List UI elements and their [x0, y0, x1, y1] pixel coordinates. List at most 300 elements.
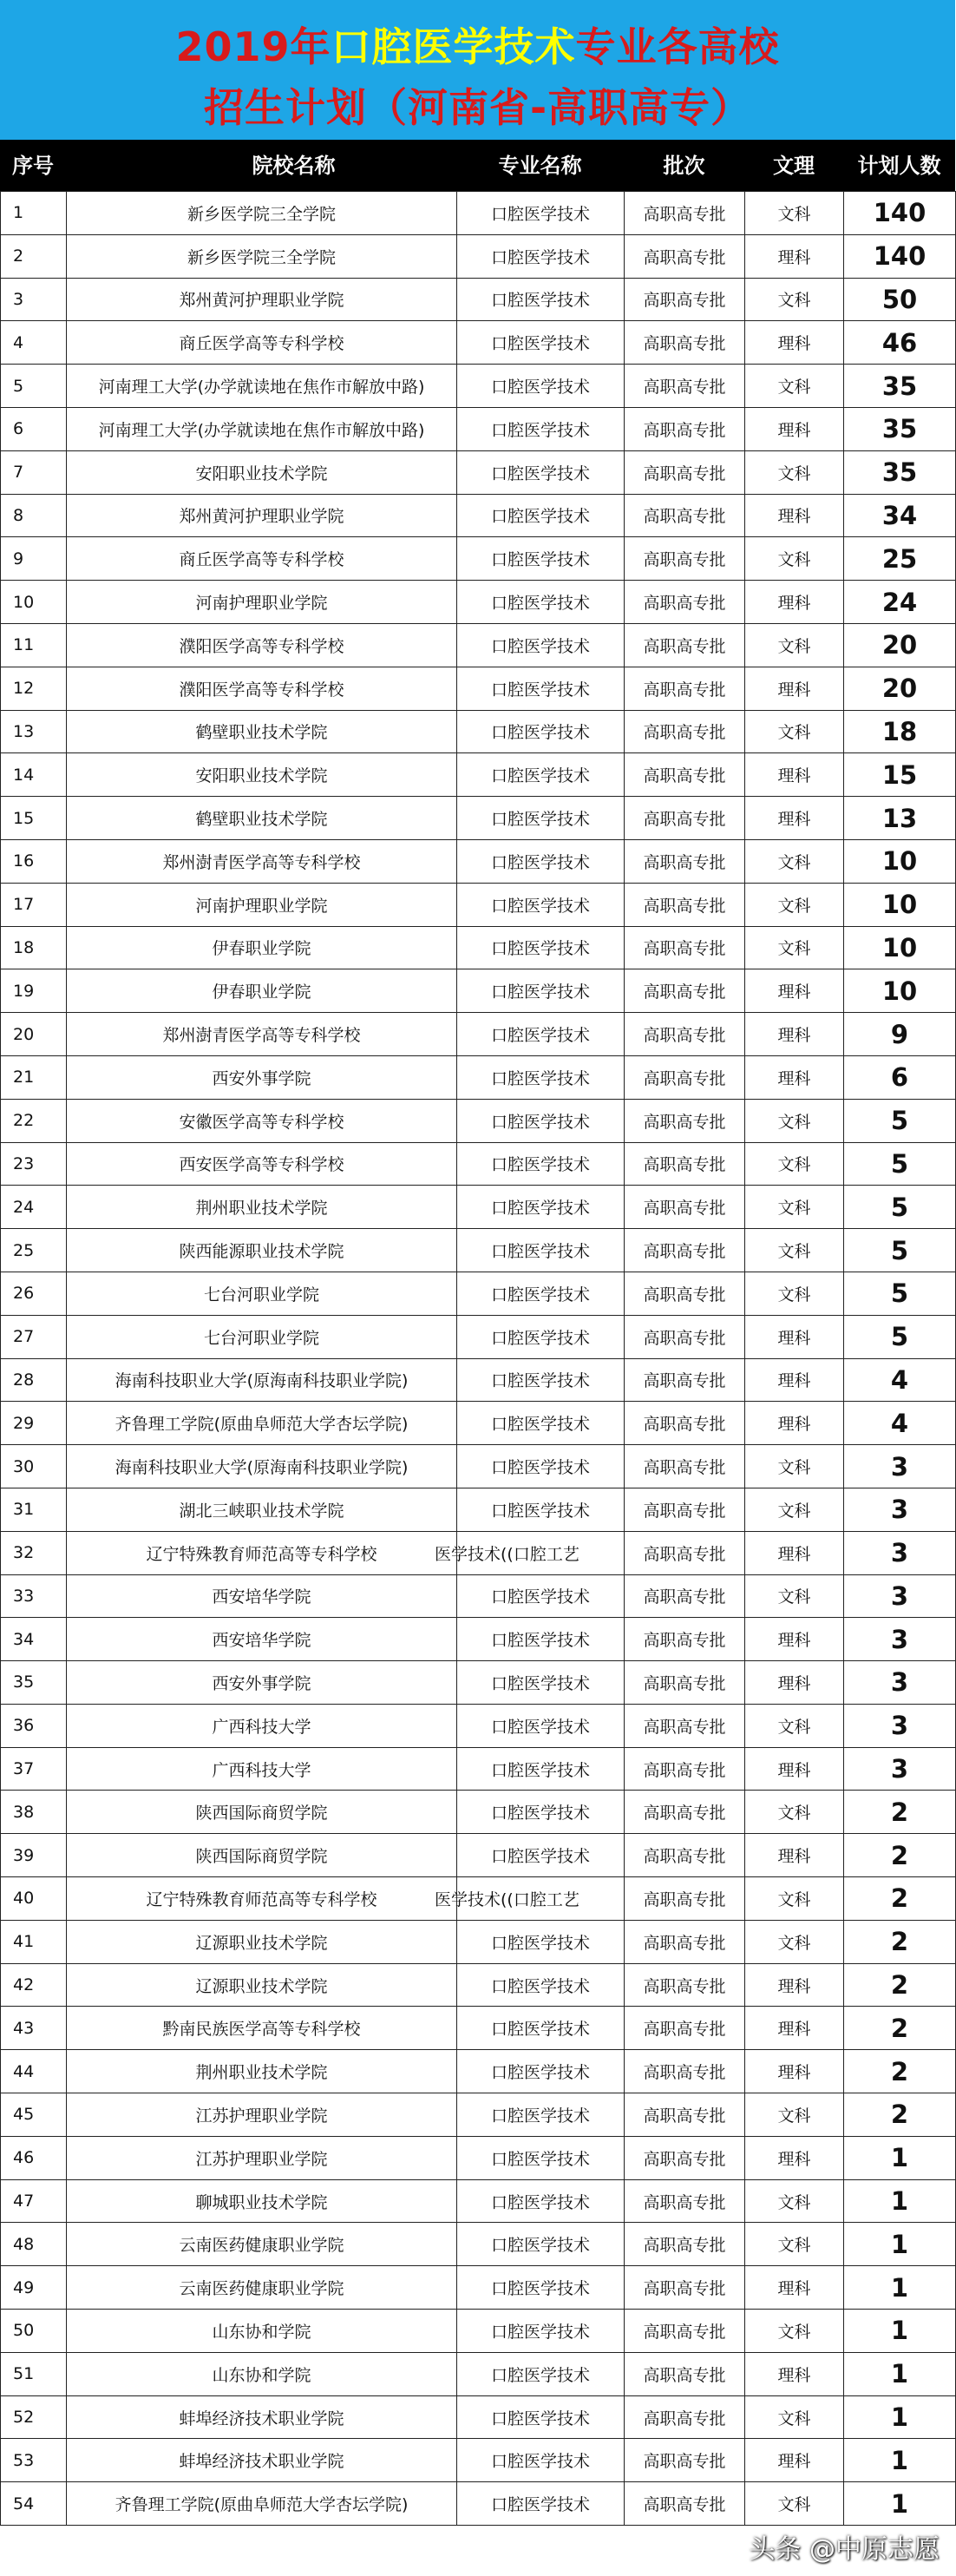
track: 理科 — [745, 1402, 844, 1445]
plan-count: 10 — [844, 839, 956, 883]
row-index: 37 — [1, 1747, 67, 1791]
major-name: 口腔医学技术 — [457, 1358, 625, 1402]
table-row — [1, 623, 956, 667]
row-index: 24 — [1, 1186, 67, 1229]
major-name: 口腔医学技术 — [457, 1315, 625, 1358]
plan-count: 4 — [844, 1402, 956, 1445]
major-name: 口腔医学技术 — [457, 1704, 625, 1747]
school-name: 海南科技职业大学(原海南科技职业学院) — [67, 1445, 457, 1488]
column-header-row — [0, 141, 955, 191]
major-name: 医学技术((口腔工艺 — [457, 1531, 625, 1574]
row-index: 32 — [1, 1531, 67, 1574]
batch: 高职高专批 — [625, 537, 745, 581]
batch: 高职高专批 — [625, 753, 745, 797]
track: 理科 — [745, 667, 844, 710]
school-name: 西安外事学院 — [67, 1661, 457, 1705]
column-header-count: 计划人数 — [857, 154, 941, 178]
batch: 高职高专批 — [625, 1834, 745, 1877]
school-name: 江苏护理职业学院 — [67, 2093, 457, 2137]
table-row — [1, 2439, 956, 2482]
track: 文科 — [745, 2310, 844, 2353]
major-name: 口腔医学技术 — [457, 1574, 625, 1618]
track: 理科 — [745, 234, 844, 278]
track: 文科 — [745, 1574, 844, 1618]
school-name: 聊城职业技术学院 — [67, 2179, 457, 2223]
track: 理科 — [745, 2352, 844, 2395]
school-name: 蚌埠经济技术职业学院 — [67, 2395, 457, 2439]
title-line-1: 2019年口腔医学技术专业各高校 — [175, 23, 780, 70]
plan-count: 140 — [844, 234, 956, 278]
track: 文科 — [745, 1142, 844, 1186]
major-name: 口腔医学技术 — [457, 450, 625, 494]
batch: 高职高专批 — [625, 581, 745, 624]
row-index: 28 — [1, 1358, 67, 1402]
plan-count: 1 — [844, 2223, 956, 2266]
column-header-index: 序号 — [12, 154, 54, 178]
batch: 高职高专批 — [625, 1013, 745, 1056]
major-name: 口腔医学技术 — [457, 1186, 625, 1229]
row-index: 9 — [1, 537, 67, 581]
table-row — [1, 407, 956, 450]
plan-count: 140 — [844, 192, 956, 235]
batch: 高职高专批 — [625, 1704, 745, 1747]
table-row — [1, 1013, 956, 1056]
table-row — [1, 1142, 956, 1186]
school-name: 荆州职业技术学院 — [67, 2050, 457, 2093]
batch: 高职高专批 — [625, 1920, 745, 1963]
school-name: 西安医学高等专科学校 — [67, 1142, 457, 1186]
batch: 高职高专批 — [625, 1747, 745, 1791]
track: 文科 — [745, 1099, 844, 1142]
plan-count: 2 — [844, 2007, 956, 2050]
batch: 高职高专批 — [625, 234, 745, 278]
table-row — [1, 2352, 956, 2395]
track: 文科 — [745, 1877, 844, 1921]
row-index: 34 — [1, 1618, 67, 1661]
batch: 高职高专批 — [625, 1099, 745, 1142]
school-name: 鹤壁职业技术学院 — [67, 710, 457, 753]
school-name: 鹤壁职业技术学院 — [67, 797, 457, 840]
school-name: 辽源职业技术学院 — [67, 1920, 457, 1963]
plan-count: 10 — [844, 969, 956, 1013]
plan-count: 3 — [844, 1531, 956, 1574]
batch: 高职高专批 — [625, 2136, 745, 2179]
school-name: 伊春职业学院 — [67, 969, 457, 1013]
track: 理科 — [745, 753, 844, 797]
plan-count: 5 — [844, 1229, 956, 1272]
track: 理科 — [745, 1747, 844, 1791]
batch: 高职高专批 — [625, 192, 745, 235]
track: 理科 — [745, 494, 844, 537]
track: 理科 — [745, 1661, 844, 1705]
track: 文科 — [745, 1272, 844, 1315]
school-name: 七台河职业学院 — [67, 1272, 457, 1315]
row-index: 38 — [1, 1791, 67, 1834]
plan-count: 3 — [844, 1704, 956, 1747]
table-row — [1, 883, 956, 926]
plan-count: 24 — [844, 581, 956, 624]
major-name: 口腔医学技术 — [457, 2050, 625, 2093]
batch: 高职高专批 — [625, 667, 745, 710]
track: 理科 — [745, 2266, 844, 2310]
plan-count: 2 — [844, 2093, 956, 2137]
row-index: 11 — [1, 623, 67, 667]
school-name: 海南科技职业大学(原海南科技职业学院) — [67, 1358, 457, 1402]
plan-count: 3 — [844, 1747, 956, 1791]
row-index: 50 — [1, 2310, 67, 2353]
plan-count: 1 — [844, 2352, 956, 2395]
table-row — [1, 1834, 956, 1877]
row-index: 45 — [1, 2093, 67, 2137]
batch: 高职高专批 — [625, 1445, 745, 1488]
major-name: 口腔医学技术 — [457, 1229, 625, 1272]
school-name: 陕西国际商贸学院 — [67, 1791, 457, 1834]
track: 文科 — [745, 1920, 844, 1963]
batch: 高职高专批 — [625, 1618, 745, 1661]
batch: 高职高专批 — [625, 1402, 745, 1445]
major-name: 口腔医学技术 — [457, 278, 625, 321]
major-name: 口腔医学技术 — [457, 1142, 625, 1186]
plan-count: 1 — [844, 2482, 956, 2526]
major-name: 口腔医学技术 — [457, 537, 625, 581]
school-name: 西安外事学院 — [67, 1055, 457, 1099]
batch: 高职高专批 — [625, 1186, 745, 1229]
batch: 高职高专批 — [625, 623, 745, 667]
batch: 高职高专批 — [625, 2093, 745, 2137]
table-row — [1, 494, 956, 537]
school-name: 黔南民族医学高等专科学校 — [67, 2007, 457, 2050]
plan-count: 5 — [844, 1099, 956, 1142]
title-line-2: 招生计划（河南省-高职高专） — [203, 84, 752, 131]
track: 理科 — [745, 2050, 844, 2093]
table-row — [1, 234, 956, 278]
track: 理科 — [745, 2439, 844, 2482]
school-name: 荆州职业技术学院 — [67, 1186, 457, 1229]
table-row — [1, 581, 956, 624]
school-name: 齐鲁理工学院(原曲阜师范大学杏坛学院) — [67, 1402, 457, 1445]
table-row — [1, 2093, 956, 2137]
row-index: 51 — [1, 2352, 67, 2395]
plan-count: 20 — [844, 623, 956, 667]
major-name: 口腔医学技术 — [457, 667, 625, 710]
row-index: 10 — [1, 581, 67, 624]
table-row — [1, 365, 956, 408]
row-index: 17 — [1, 883, 67, 926]
batch: 高职高专批 — [625, 1963, 745, 2007]
major-name: 口腔医学技术 — [457, 1272, 625, 1315]
row-index: 4 — [1, 321, 67, 365]
table-row — [1, 969, 956, 1013]
row-index: 27 — [1, 1315, 67, 1358]
batch: 高职高专批 — [625, 2007, 745, 2050]
row-index: 16 — [1, 839, 67, 883]
major-name: 口腔医学技术 — [457, 2310, 625, 2353]
title-highlight: 口腔医学技术 — [331, 23, 576, 70]
batch: 高职高专批 — [625, 1358, 745, 1402]
watermark: 头条 @中原志愿 — [749, 2534, 940, 2565]
track: 文科 — [745, 2223, 844, 2266]
major-name: 口腔医学技术 — [457, 1661, 625, 1705]
plan-count: 3 — [844, 1661, 956, 1705]
table-row — [1, 1704, 956, 1747]
track: 文科 — [745, 192, 844, 235]
table-row — [1, 1618, 956, 1661]
school-name: 陕西能源职业技术学院 — [67, 1229, 457, 1272]
plan-count: 1 — [844, 2179, 956, 2223]
row-index: 54 — [1, 2482, 67, 2526]
column-header-school: 院校名称 — [252, 154, 336, 178]
track: 文科 — [745, 623, 844, 667]
major-name: 口腔医学技术 — [457, 623, 625, 667]
row-index: 6 — [1, 407, 67, 450]
school-name: 广西科技大学 — [67, 1747, 457, 1791]
school-name: 郑州黄河护理职业学院 — [67, 494, 457, 537]
column-header-track: 文理 — [773, 154, 815, 178]
batch: 高职高专批 — [625, 2266, 745, 2310]
track: 理科 — [745, 407, 844, 450]
plan-count: 3 — [844, 1445, 956, 1488]
major-name: 口腔医学技术 — [457, 1920, 625, 1963]
major-name: 口腔医学技术 — [457, 753, 625, 797]
row-index: 49 — [1, 2266, 67, 2310]
row-index: 30 — [1, 1445, 67, 1488]
row-index: 15 — [1, 797, 67, 840]
major-name: 口腔医学技术 — [457, 969, 625, 1013]
batch: 高职高专批 — [625, 926, 745, 969]
school-name: 郑州澍青医学高等专科学校 — [67, 839, 457, 883]
track: 理科 — [745, 1315, 844, 1358]
batch: 高职高专批 — [625, 797, 745, 840]
table-row — [1, 2266, 956, 2310]
track: 理科 — [745, 2007, 844, 2050]
table-row — [1, 1445, 956, 1488]
major-name: 口腔医学技术 — [457, 1099, 625, 1142]
track: 理科 — [745, 969, 844, 1013]
row-index: 48 — [1, 2223, 67, 2266]
school-name: 河南护理职业学院 — [67, 581, 457, 624]
plan-count: 50 — [844, 278, 956, 321]
column-header-major: 专业名称 — [498, 154, 582, 178]
row-index: 18 — [1, 926, 67, 969]
plan-count: 2 — [844, 2050, 956, 2093]
row-index: 41 — [1, 1920, 67, 1963]
row-index: 33 — [1, 1574, 67, 1618]
track: 理科 — [745, 1531, 844, 1574]
batch: 高职高专批 — [625, 839, 745, 883]
major-name: 口腔医学技术 — [457, 407, 625, 450]
track: 文科 — [745, 926, 844, 969]
batch: 高职高专批 — [625, 2352, 745, 2395]
track: 文科 — [745, 883, 844, 926]
row-index: 20 — [1, 1013, 67, 1056]
batch: 高职高专批 — [625, 2050, 745, 2093]
school-name: 安阳职业技术学院 — [67, 753, 457, 797]
plan-count: 35 — [844, 365, 956, 408]
table-row — [1, 1963, 956, 2007]
school-name: 商丘医学高等专科学校 — [67, 537, 457, 581]
school-name: 郑州澍青医学高等专科学校 — [67, 1013, 457, 1056]
school-name: 濮阳医学高等专科学校 — [67, 623, 457, 667]
school-name: 齐鲁理工学院(原曲阜师范大学杏坛学院) — [67, 2482, 457, 2526]
school-name: 辽宁特殊教育师范高等专科学校 — [67, 1877, 457, 1921]
major-name: 口腔医学技术 — [457, 2395, 625, 2439]
table-body — [1, 192, 956, 2526]
major-name: 口腔医学技术 — [457, 1618, 625, 1661]
major-name: 口腔医学技术 — [457, 926, 625, 969]
batch: 高职高专批 — [625, 883, 745, 926]
plan-count: 5 — [844, 1272, 956, 1315]
table-row — [1, 1315, 956, 1358]
track: 文科 — [745, 2179, 844, 2223]
school-name: 商丘医学高等专科学校 — [67, 321, 457, 365]
plan-count: 1 — [844, 2395, 956, 2439]
batch: 高职高专批 — [625, 1229, 745, 1272]
row-index: 7 — [1, 450, 67, 494]
major-name: 口腔医学技术 — [457, 365, 625, 408]
table-row — [1, 450, 956, 494]
major-name: 口腔医学技术 — [457, 797, 625, 840]
major-name: 口腔医学技术 — [457, 1055, 625, 1099]
table-row — [1, 2395, 956, 2439]
batch: 高职高专批 — [625, 494, 745, 537]
table-row — [1, 1920, 956, 1963]
school-name: 云南医药健康职业学院 — [67, 2266, 457, 2310]
row-index: 21 — [1, 1055, 67, 1099]
row-index: 44 — [1, 2050, 67, 2093]
plan-count: 5 — [844, 1186, 956, 1229]
school-name: 湖北三峡职业技术学院 — [67, 1488, 457, 1531]
row-index: 35 — [1, 1661, 67, 1705]
major-name: 口腔医学技术 — [457, 2093, 625, 2137]
row-index: 53 — [1, 2439, 67, 2482]
table-row — [1, 926, 956, 969]
batch: 高职高专批 — [625, 2395, 745, 2439]
track: 理科 — [745, 1358, 844, 1402]
batch: 高职高专批 — [625, 278, 745, 321]
table-row — [1, 192, 956, 235]
major-name: 口腔医学技术 — [457, 1402, 625, 1445]
table-row — [1, 753, 956, 797]
batch: 高职高专批 — [625, 1488, 745, 1531]
row-index: 42 — [1, 1963, 67, 2007]
track: 文科 — [745, 1704, 844, 1747]
major-name: 口腔医学技术 — [457, 1013, 625, 1056]
major-name: 医学技术((口腔工艺 — [457, 1877, 625, 1921]
row-index: 40 — [1, 1877, 67, 1921]
batch: 高职高专批 — [625, 1574, 745, 1618]
major-name: 口腔医学技术 — [457, 581, 625, 624]
plan-count: 10 — [844, 926, 956, 969]
major-name: 口腔医学技术 — [457, 192, 625, 235]
batch: 高职高专批 — [625, 365, 745, 408]
row-index: 19 — [1, 969, 67, 1013]
table-row — [1, 667, 956, 710]
row-index: 14 — [1, 753, 67, 797]
track: 文科 — [745, 450, 844, 494]
school-name: 辽源职业技术学院 — [67, 1963, 457, 2007]
school-name: 广西科技大学 — [67, 1704, 457, 1747]
batch: 高职高专批 — [625, 1531, 745, 1574]
table-row — [1, 537, 956, 581]
plan-count: 20 — [844, 667, 956, 710]
column-header-batch: 批次 — [663, 154, 705, 178]
plan-count: 3 — [844, 1574, 956, 1618]
plan-count: 2 — [844, 1963, 956, 2007]
plan-count: 2 — [844, 1877, 956, 1921]
row-index: 1 — [1, 192, 67, 235]
track: 文科 — [745, 1445, 844, 1488]
track: 理科 — [745, 1013, 844, 1056]
row-index: 22 — [1, 1099, 67, 1142]
major-name: 口腔医学技术 — [457, 1963, 625, 2007]
title-banner — [0, 0, 955, 141]
plan-count: 2 — [844, 1834, 956, 1877]
row-index: 26 — [1, 1272, 67, 1315]
track: 理科 — [745, 797, 844, 840]
row-index: 13 — [1, 710, 67, 753]
table-row — [1, 321, 956, 365]
plan-count: 1 — [844, 2136, 956, 2179]
batch: 高职高专批 — [625, 1142, 745, 1186]
batch: 高职高专批 — [625, 1272, 745, 1315]
major-name: 口腔医学技术 — [457, 2482, 625, 2526]
row-index: 5 — [1, 365, 67, 408]
school-name: 山东协和学院 — [67, 2352, 457, 2395]
batch: 高职高专批 — [625, 969, 745, 1013]
track: 文科 — [745, 2395, 844, 2439]
plan-count: 3 — [844, 1618, 956, 1661]
track: 理科 — [745, 2136, 844, 2179]
major-name: 口腔医学技术 — [457, 2352, 625, 2395]
table-row — [1, 797, 956, 840]
row-index: 3 — [1, 278, 67, 321]
table-row — [1, 2179, 956, 2223]
table-row — [1, 1488, 956, 1531]
row-index: 52 — [1, 2395, 67, 2439]
track: 理科 — [745, 321, 844, 365]
table-row — [1, 1531, 956, 1574]
track: 文科 — [745, 710, 844, 753]
school-name: 河南理工大学(办学就读地在焦作市解放中路) — [67, 365, 457, 408]
plan-count: 2 — [844, 1791, 956, 1834]
school-name: 蚌埠经济技术职业学院 — [67, 2439, 457, 2482]
batch: 高职高专批 — [625, 450, 745, 494]
track: 文科 — [745, 1229, 844, 1272]
batch: 高职高专批 — [625, 2310, 745, 2353]
plan-count: 1 — [844, 2439, 956, 2482]
plan-count: 1 — [844, 2310, 956, 2353]
major-name: 口腔医学技术 — [457, 839, 625, 883]
row-index: 36 — [1, 1704, 67, 1747]
school-name: 西安培华学院 — [67, 1574, 457, 1618]
row-index: 23 — [1, 1142, 67, 1186]
batch: 高职高专批 — [625, 710, 745, 753]
major-name: 口腔医学技术 — [457, 883, 625, 926]
school-name: 新乡医学院三全学院 — [67, 234, 457, 278]
plan-count: 5 — [844, 1142, 956, 1186]
row-index: 31 — [1, 1488, 67, 1531]
table-row — [1, 1402, 956, 1445]
plan-count: 6 — [844, 1055, 956, 1099]
plan-count: 9 — [844, 1013, 956, 1056]
major-name: 口腔医学技术 — [457, 1791, 625, 1834]
major-name: 口腔医学技术 — [457, 2266, 625, 2310]
table-row — [1, 1272, 956, 1315]
table-row — [1, 2136, 956, 2179]
row-index: 47 — [1, 2179, 67, 2223]
batch: 高职高专批 — [625, 2223, 745, 2266]
school-name: 山东协和学院 — [67, 2310, 457, 2353]
